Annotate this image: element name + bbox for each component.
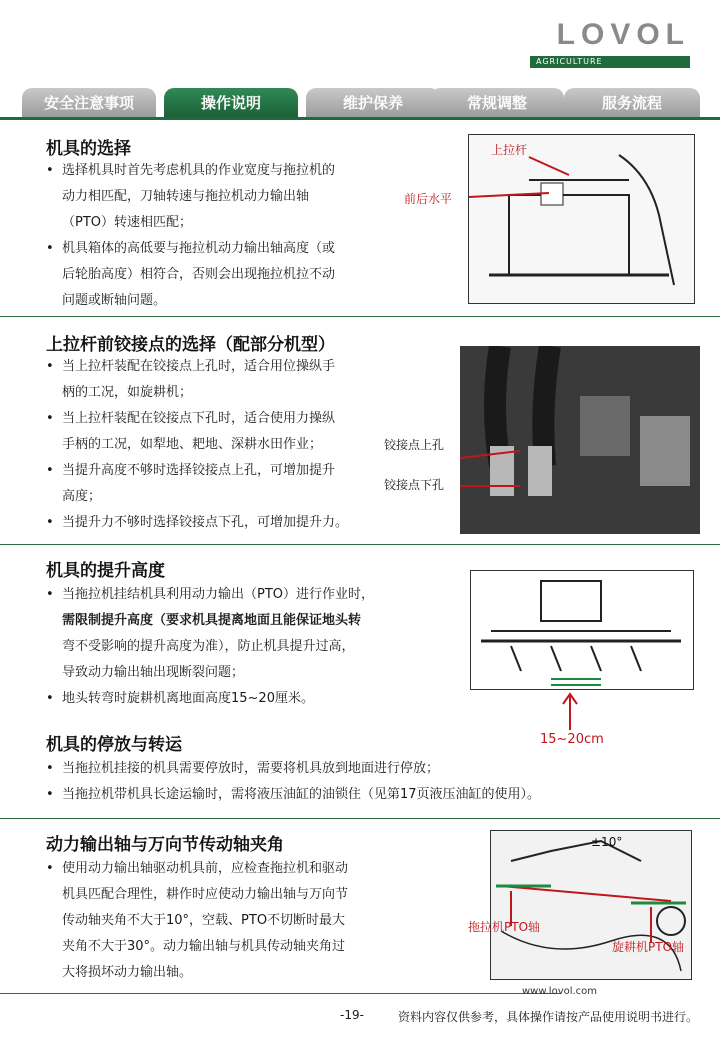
list-item: • 使用动力输出轴驱动机具前，应检查拖拉机和驱动 机具匹配合理性，耕作时应使动力输出轴与万向节 传动轴夹角不大于10°，空载、PTO不切断时最大 夹角不大于30°。动力输出轴与机具传动轴夹角过 大将损坏动力输出轴。 (46, 856, 426, 986)
brand-logo (530, 18, 690, 66)
tab-operation[interactable]: 操作说明 (164, 88, 298, 118)
list-item: • 当上拉杆装配在铰接点上孔时，适合用位操纵手 柄的工况，如旋耕机； (46, 354, 386, 406)
label-level: 前后水平 (404, 192, 453, 206)
brand-name: LOVOL (556, 18, 690, 51)
label-clearance: 15~20cm (540, 732, 604, 747)
tool-selection-list (46, 158, 446, 314)
section-title-pivot-point: 上拉杆前铰接点的选择（配部分机型） (46, 335, 335, 355)
tab-underline (0, 117, 720, 120)
figure-lift-height (470, 570, 694, 690)
list-item: • 地头转弯时旋耕机离地面高度15~20厘米。 (46, 686, 426, 712)
tab-adjustment[interactable]: 常规调整 (430, 88, 564, 118)
figure-top-link (468, 134, 695, 304)
list-item: • 当提升高度不够时选择铰接点上孔，可增加提升 高度； (46, 458, 386, 510)
tab-safety[interactable]: 安全注意事项 (22, 88, 156, 118)
photo-pivot-holes (460, 346, 700, 534)
rotary-tiller-diagram (471, 571, 693, 689)
divider (0, 316, 720, 317)
list-item: • 当拖拉机带机具长途运输时，需将液压油缸的油锁住（见第17页液压油缸的使用）。 (46, 782, 706, 808)
brand-sub: AGRICULTURE (530, 56, 690, 68)
label-tiller-pto: 旋耕机PTO轴 (612, 940, 685, 954)
label-upper-hole: 铰接点上孔 (384, 438, 445, 452)
tab-service[interactable]: 服务流程 (564, 88, 700, 118)
list-item: • 机具箱体的高低要与拖拉机动力输出轴高度（或 后轮胎高度）相符合，否则会出现拖拉机拉不动 问题或断轴问题。 (46, 236, 446, 314)
footer-url[interactable]: www.lovol.com (522, 986, 598, 997)
list-item: • 当提升力不够时选择铰接点下孔，可增加提升力。 (46, 510, 386, 536)
label-top-link: 上拉杆 (491, 143, 528, 157)
pivot-point-list (46, 354, 386, 536)
pto-shaft-diagram (491, 831, 691, 979)
divider (0, 544, 720, 545)
label-angle: ±10° (591, 835, 623, 849)
pivot-holes-illustration (460, 346, 700, 534)
list-item: • 当拖拉机挂结机具利用动力输出（PTO）进行作业时， 需限制提升高度（要求机具提离地面且能保证地头转 弯不受影响的提升高度为准），防止机具提升过高， 导致动力输出轴出现断裂问题； (46, 582, 426, 686)
tab-maintenance[interactable]: 维护保养 (306, 88, 440, 118)
list-item: • 选择机具时首先考虑机具的作业宽度与拖拉机的 动力相匹配，刀轴转速与拖拉机动力输出轴 （PTO）转速相匹配； (46, 158, 446, 236)
page-number: -19- (340, 1008, 364, 1022)
section-title-pto-angle: 动力输出轴与万向节传动轴夹角 (46, 835, 284, 855)
section-title-lift-height: 机具的提升高度 (46, 561, 165, 581)
up-arrow-icon (560, 690, 580, 730)
figure-pto-angle (490, 830, 692, 980)
lift-height-list (46, 582, 426, 712)
label-tractor-pto: 拖拉机PTO轴 (468, 920, 541, 934)
label-lower-hole: 铰接点下孔 (384, 478, 445, 492)
nav-tabs (22, 88, 700, 118)
parking-list (46, 756, 706, 808)
top-link-diagram (469, 135, 694, 303)
section-title-tool-selection: 机具的选择 (46, 139, 131, 159)
divider (0, 818, 720, 819)
pto-angle-list (46, 856, 426, 986)
section-title-parking: 机具的停放与转运 (46, 735, 182, 755)
list-item: • 当上拉杆装配在铰接点下孔时，适合使用力操纵 手柄的工况，如犁地、耙地、深耕水田作业； (46, 406, 386, 458)
footer-disclaimer: 资料内容仅供参考，具体操作请按产品使用说明书进行。 (398, 1010, 699, 1024)
list-item: • 当拖拉机挂接的机具需要停放时，需要将机具放到地面进行停放； (46, 756, 706, 782)
footer-rule (0, 993, 560, 994)
